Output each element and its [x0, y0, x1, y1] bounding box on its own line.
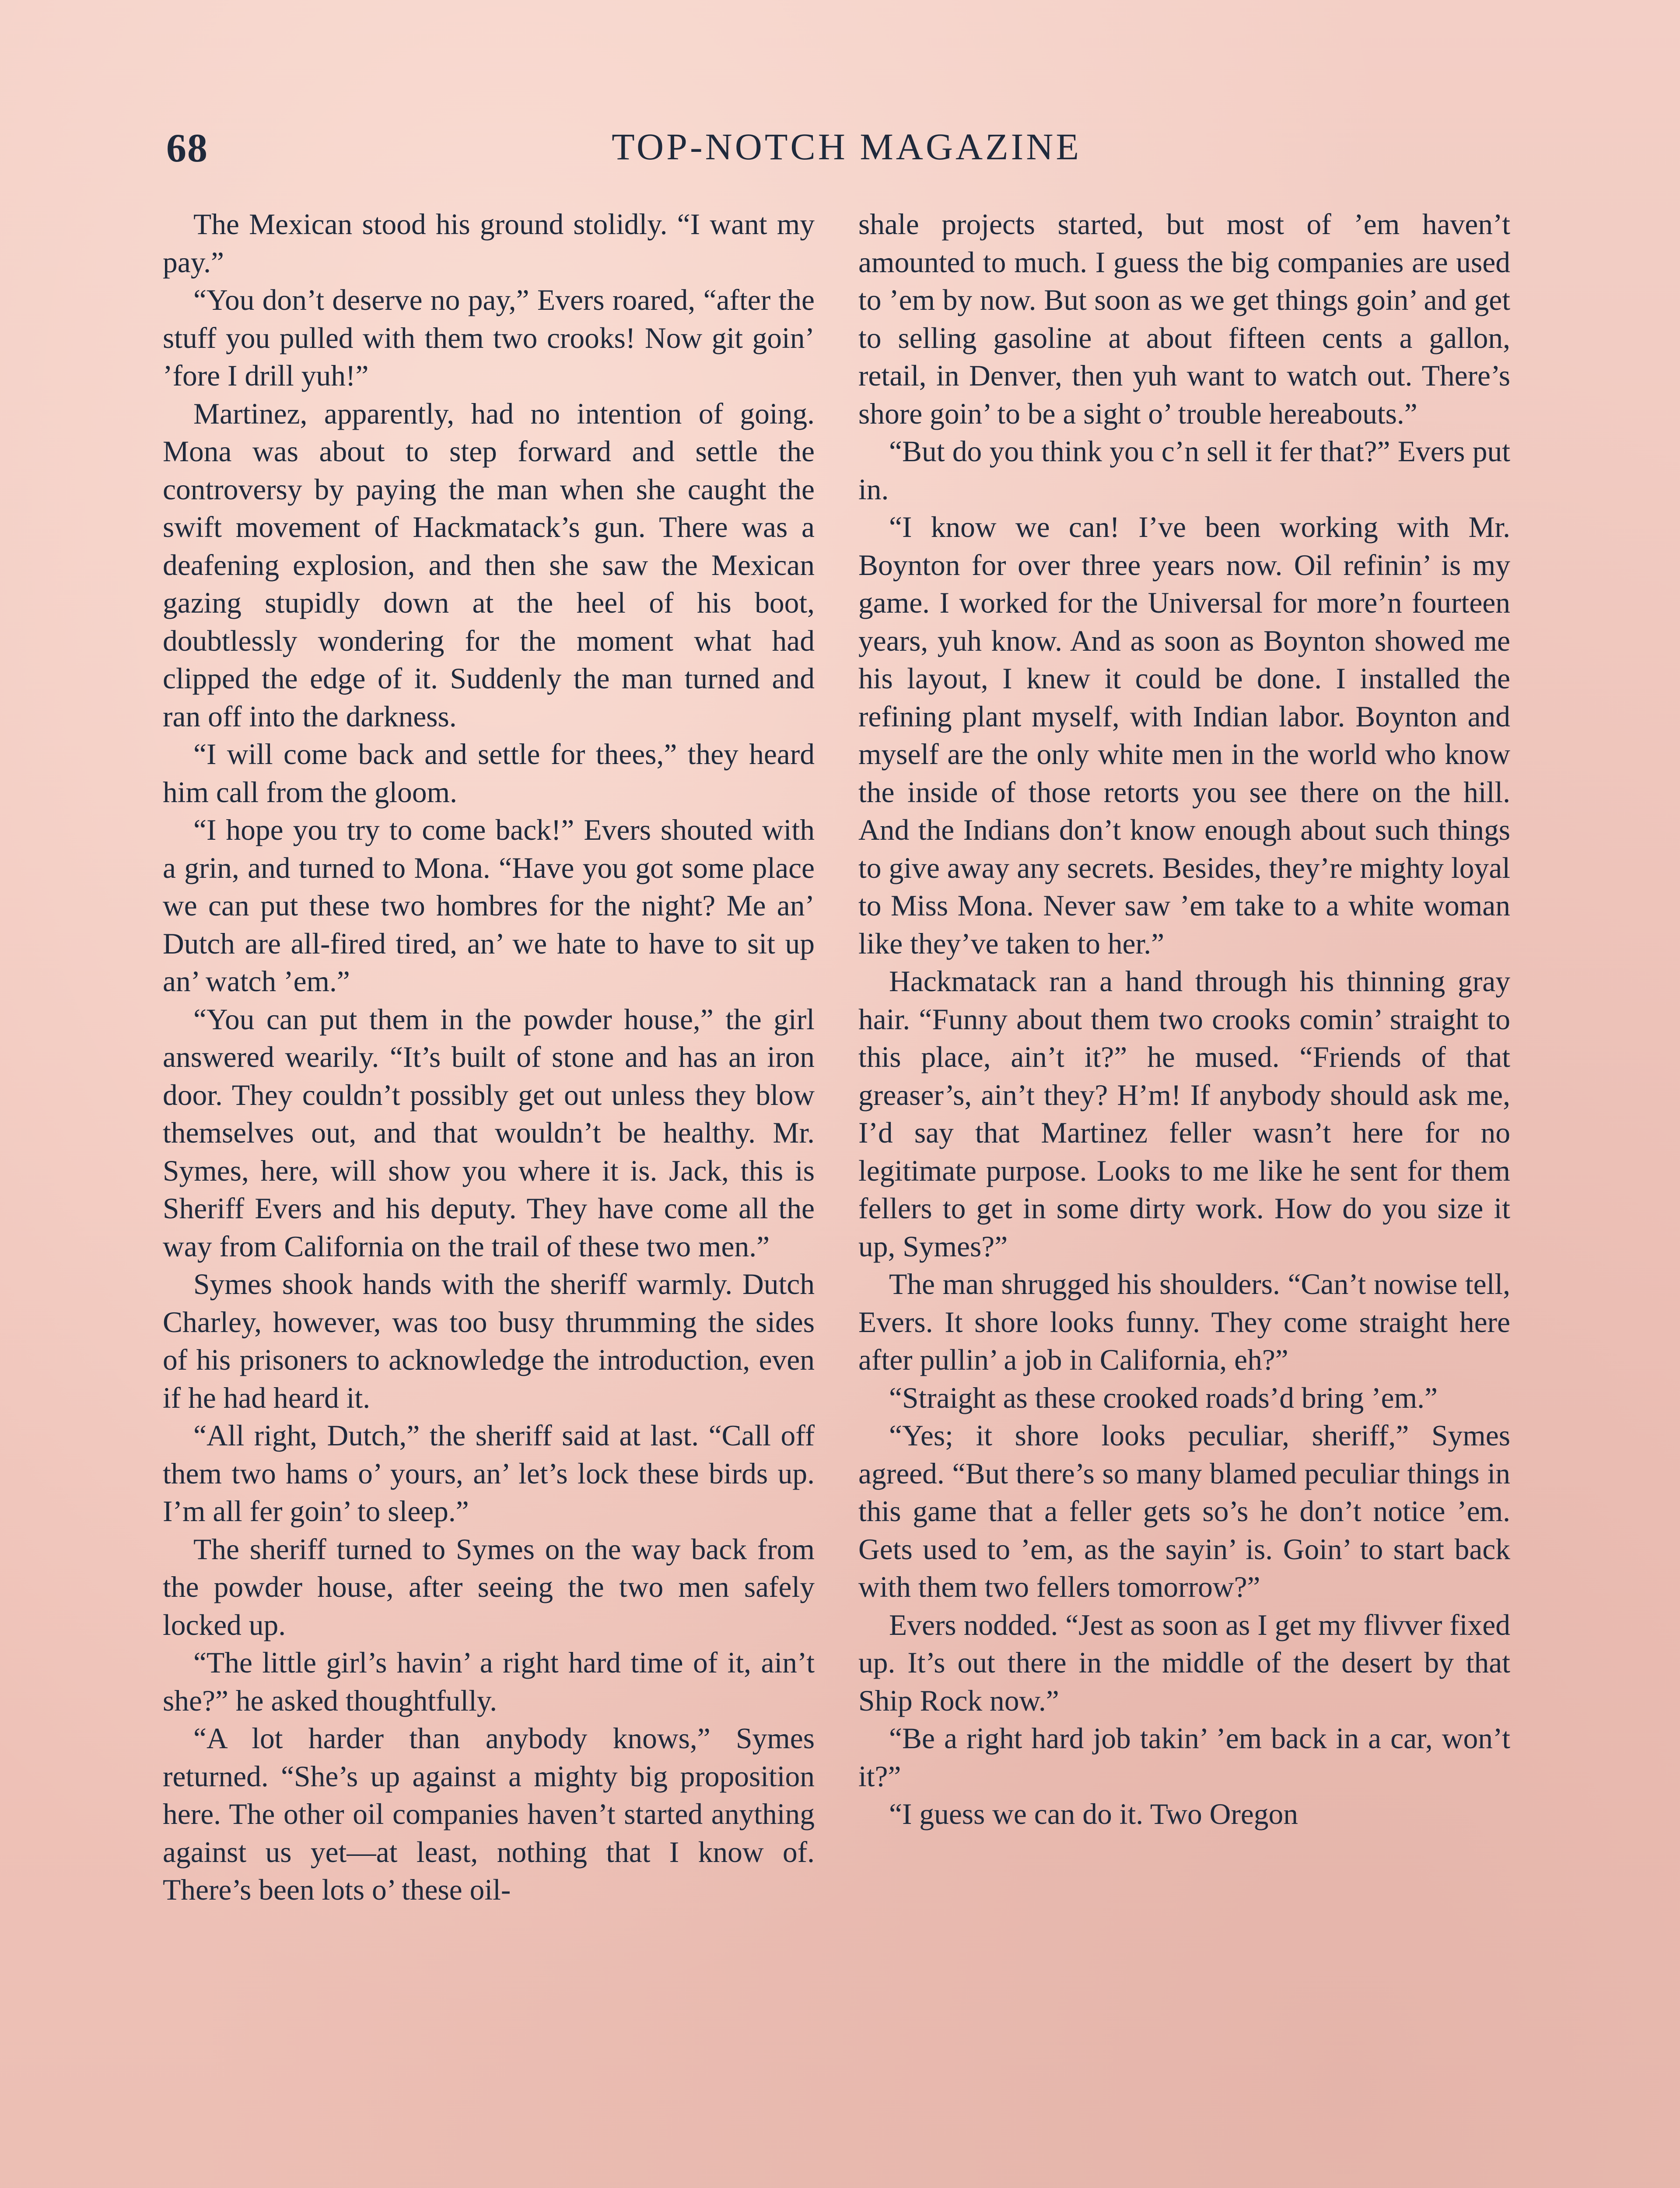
paragraph: “Yes; it shore looks peculiar, sheriff,” Symes agreed. “But there’s so many blamed peculiar things in this game that a feller gets so’s he don’t notice ’em. Gets used to ’em, as the sayin’ is. Goin’ to start back with them two fellers tomorrow?” — [858, 1419, 1510, 1603]
page-header — [166, 125, 1527, 177]
paragraph: Martinez, apparently, had no intention of going. Mona was about to step forward and settle the controversy by paying the man when she caught the swift movement of Hackmatack’s gun. There was a deafening explosion, and then she saw the Mexican gazing stupidly down at the heel of his boot, doubtlessly wondering for the moment what had clipped the edge of it. Suddenly the man turned and ran off into the darkness. — [163, 397, 815, 733]
paragraph: Evers nodded. “Jest as soon as I get my flivver fixed up. It’s out there in the middle of the desert by that Ship Rock now.” — [858, 1608, 1510, 1717]
paragraph: “I will come back and settle for thees,” they heard him call from the gloom. — [163, 738, 815, 809]
paragraph: “But do you think you c’n sell it fer that?” Evers put in. — [858, 435, 1510, 506]
paragraph-continued: shale projects started, but most of ’em haven’t amounted to much. I guess the big companies are used to ’em by now. But soon as we get things goin’ and get to selling gasoline at about fifteen cents a gallon, retail, in Denver, then yuh want to watch out. There’s shore goin’ to be a sight o’ trouble hereabouts.” — [858, 208, 1510, 430]
paragraph: “I guess we can do it. Two Oregon — [889, 1798, 1298, 1830]
paragraph: “All right, Dutch,” the sheriff said at last. “Call off them two hams o’ yours, an’ let’s lock these birds up. I’m all fer goin’ to sleep.” — [163, 1419, 815, 1528]
page-number: 68 — [166, 126, 208, 170]
paragraph: “The little girl’s havin’ a right hard time of it, ain’t she?” he asked thoughtfully. — [163, 1646, 815, 1717]
paragraph: “I know we can! I’ve been working with Mr. Boynton for over three years now. Oil refinin’ is my game. I worked for the Universal for more’n fourteen years, yuh know. And as soon as Boynton showed me his layout, I knew it could be done. I installed the refining plant myself, with Indian labor. Boynton and myself are the only white men in the world who know the inside of those retorts you see there on the hill. And the Indians don’t know enough about such things to give away any secrets. Besides, they’re mighty loyal to Miss Mona. Never saw ’em take to a white woman like they’ve taken to her.” — [858, 511, 1510, 960]
paragraph: “Be a right hard job takin’ ’em back in a car, won’t it?” — [858, 1722, 1510, 1793]
paragraph: “You can put them in the powder house,” the girl answered wearily. “It’s built of stone and has an iron door. They couldn’t possibly get out unless they blow themselves out, and that wouldn’t be healthy. Mr. Symes, here, will show you where it is. Jack, this is Sheriff Evers and his deputy. They have come all the way from California on the trail of these two men.” — [163, 1003, 815, 1263]
running-title: TOP-NOTCH MAGAZINE — [612, 126, 1082, 168]
paragraph: The Mexican stood his ground stolidly. “I want my pay.” — [163, 208, 815, 279]
right-column — [858, 206, 1510, 1834]
paragraph: Hackmatack ran a hand through his thinning gray hair. “Funny about them two crooks comin’ straight to this place, ain’t it?” he mused. “Friends of that greaser’s, ain’t they? H’m! If anybody should ask me, I’d say that Martinez feller wasn’t here for no legitimate purpose. Looks to me like he sent for them fellers to get in some dirty work. How do you size it up, Symes?” — [858, 965, 1510, 1263]
paragraph: The sheriff turned to Symes on the way back from the powder house, after seeing the two men safely locked up. — [163, 1532, 815, 1641]
paragraph: “I hope you try to come back!” Evers shouted with a grin, and turned to Mona. “Have you got some place we can put these two hombres for the night? Me an’ Dutch are all-fired tired, an’ we hate to have to sit up an’ watch ’em.” — [163, 813, 815, 998]
paragraph: The man shrugged his shoulders. “Can’t nowise tell, Evers. It shore looks funny. They come straight here after pullin’ a job in California, eh?” — [858, 1268, 1510, 1376]
paragraph: Symes shook hands with the sheriff warmly. Dutch Charley, however, was too busy thrumming the sides of his prisoners to acknowledge the introduction, even if he had heard it. — [163, 1268, 815, 1414]
paragraph: “A lot harder than anybody knows,” Symes returned. “She’s up against a mighty big proposition here. The other oil companies haven’t started anything against us yet—at least, nothing that I know of. There’s been lots o’ these oil- — [163, 1722, 815, 1906]
paragraph: “Straight as these crooked roads’d bring ’em.” — [889, 1381, 1438, 1414]
paragraph: “You don’t deserve no pay,” Evers roared, “after the stuff you pulled with them two crooks! Now git goin’ ’fore I drill yuh!” — [163, 284, 815, 392]
left-column — [163, 206, 815, 1909]
